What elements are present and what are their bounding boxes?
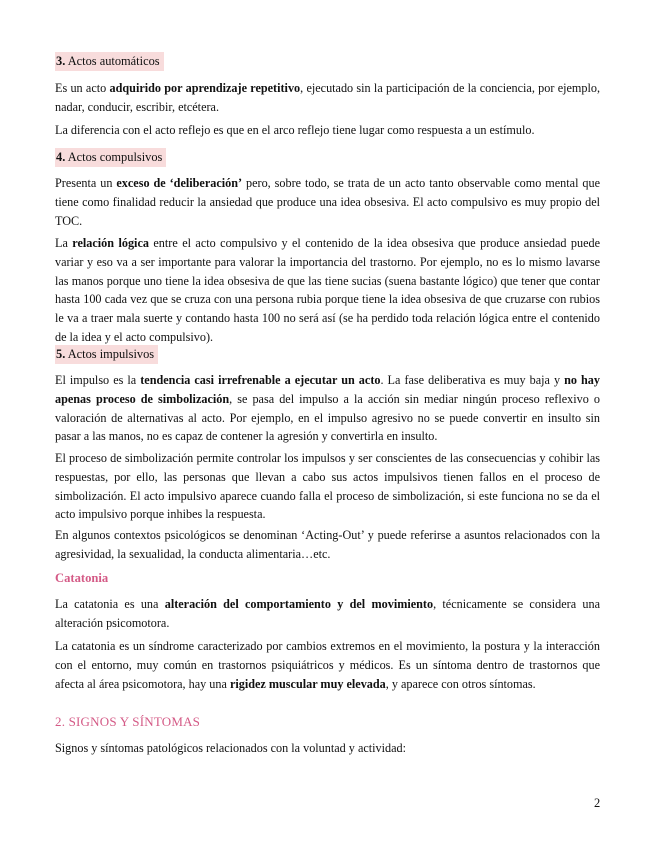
section-5-paragraph-2: El proceso de simbolización permite controlar los impulsos y ser conscientes de las consecuencias y cohibir las respuestas, por ello, las personas que llevan a cabo sus actos impulsivos tienen fallos en el proceso de simbolización. El acto impulsivo aparece cuando falla el proceso de simbolización, si este funciona no se da el acto impulsivo porque inhibes la respuesta. [55, 451, 600, 522]
text-run: , ejecutado sin la participación de la conciencia, por ejemplo, nadar, conducir, escribir, etcétera. [55, 81, 600, 114]
section-4-heading [55, 148, 600, 167]
catatonia-heading: Catatonia [55, 571, 109, 585]
heading-number: 4. [56, 150, 66, 164]
text-run: Presenta un [55, 176, 117, 190]
heading-highlight [55, 52, 164, 71]
text-run: . La fase deliberativa es muy baja y [380, 373, 565, 387]
heading-number: 3. [56, 54, 66, 68]
heading-number: 5. [56, 347, 66, 361]
section-5-paragraph-1 [55, 371, 600, 446]
text-run: pero, sobre todo, se trata de un acto tanto observable como mental que tiene como finalidad reducir la ansiedad que produce una idea obsesiva. El acto compulsivo es muy propio del TOC. [55, 176, 600, 228]
bold-run: tendencia casi irrefrenable a ejecutar un acto [140, 373, 381, 387]
heading-text: Actos impulsivos [65, 347, 155, 361]
section-5-heading [55, 345, 600, 364]
bold-run: exceso de ‘deliberación’ [116, 176, 243, 190]
bold-run: rigidez muscular muy elevada [229, 676, 386, 691]
section-4-paragraph-1 [55, 174, 600, 230]
text-run: , se pasa del impulso a la acción sin mediar ningún proceso reflexivo o valoración de alternativas al acto. Por ejemplo, en el impulso agresivo no se puede convertir en insulto sin pasar a las manos, no es capaz de contener la agresión y convertirla en insulto. [55, 391, 600, 444]
bold-run: relación lógica [72, 236, 149, 250]
text-run: , y aparece con otros síntomas. [385, 676, 536, 691]
heading-highlight [55, 345, 158, 364]
heading-highlight [55, 148, 166, 167]
catatonia-paragraph-2 [55, 637, 600, 693]
heading-text: Actos automáticos [65, 54, 160, 68]
text-run: La catatonia es una [55, 597, 165, 611]
catatonia-paragraph-1 [55, 595, 600, 633]
section-4-paragraph-2 [55, 234, 600, 347]
heading-text: Actos compulsivos [65, 150, 163, 164]
section-5-paragraph-3: En algunos contextos psicológicos se denominan ‘Acting-Out’ y puede referirse a asuntos relacionados con la agresividad, la sexualidad, la conducta alimentaria…etc. [55, 528, 600, 561]
signos-sintomas-paragraph: Signos y síntomas patológicos relacionados con la voluntad y actividad: [55, 741, 407, 755]
text-run: La [55, 236, 73, 250]
signos-sintomas-heading: 2. SIGNOS Y SÍNTOMAS [55, 714, 201, 729]
section-3-paragraph-1 [55, 79, 600, 117]
section-3-paragraph-2: La diferencia con el acto reflejo es que en el arco reflejo tiene lugar como respuesta a un estímulo. [55, 123, 535, 137]
bold-run: adquirido por aprendizaje repetitivo [109, 81, 301, 95]
page-number: 2 [594, 796, 601, 810]
bold-run: no hay apenas proceso de simbolización [55, 373, 600, 406]
text-run: El impulso es la [55, 373, 141, 387]
text-run: La catatonia es un síndrome caracterizado por cambios extremos en el movimiento, la postura y la interacción con el entorno, muy común en trastornos psiquiátricos y médicos. Es un síntoma dentro de trastornos que afecta al área psicomotora, hay una [55, 639, 600, 691]
bold-run: alteración del comportamiento y del movimiento [164, 597, 434, 611]
text-run: Es un acto [55, 81, 110, 95]
section-3-heading [55, 52, 600, 71]
text-run: entre el acto compulsivo y el contenido de la idea obsesiva que produce ansiedad puede variar y eso va a ser importante para valorar la importancia del trastorno. Por ejemplo, no es lo mismo lavarse las manos porque uno tiene la idea obsesiva de que las tiene sucias (suena bastante lógico) que tener que contar hasta 100 cada vez que se cruza con una persona rubia porque tiene la idea obsesiva de que cruzarse con rubios le va a traer mala suerte y contando hasta 100 no será así (se ha perdido toda relación lógica entre el contenido de la idea y el acto compulsivo). [55, 236, 600, 344]
text-run: , técnicamente se considera una alteración psicomotora. [55, 597, 601, 630]
